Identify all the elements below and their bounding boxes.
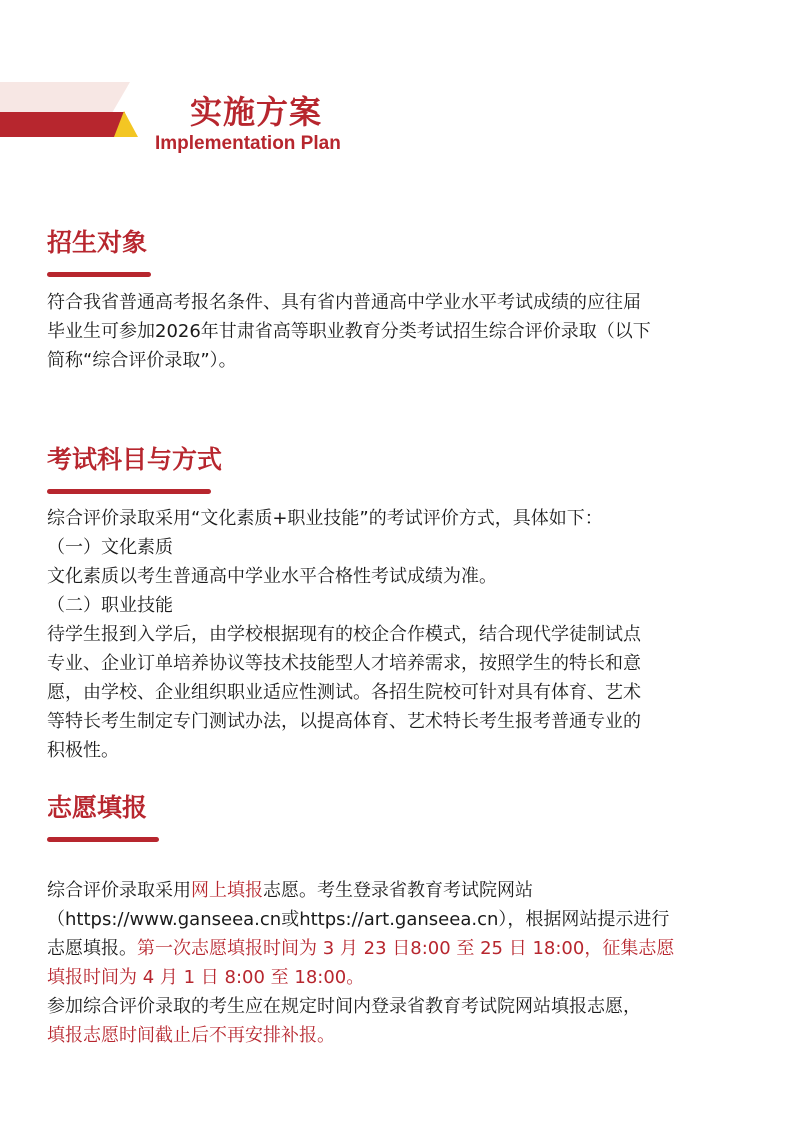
ribbon-red-band [0, 112, 125, 137]
page-subtitle: Implementation Plan [155, 133, 341, 154]
highlight-supplementary-time: 填报时间为 4 月 1 日 8:00 至 18:00。 [47, 967, 365, 988]
section-title-exam-subjects: 考试科目与方式 [47, 445, 223, 474]
highlight-no-late-application: 填报志愿时间截止后不再安排补报。 [47, 1025, 335, 1046]
text-line: 待学生报到入学后，由学校根据现有的校企合作模式，结合现代学徒制试点 [47, 624, 641, 645]
ribbon-pale-band [0, 82, 130, 113]
section-body-admission-target [47, 288, 747, 375]
section-underline [47, 837, 159, 842]
text-line [47, 934, 747, 963]
text-line: （二）职业技能 [47, 595, 173, 616]
section-body-exam-subjects [47, 504, 747, 765]
text-segment: 志愿。考生登录省教育考试院网站 [263, 880, 533, 901]
page-title: 实施方案 [190, 93, 323, 131]
banner-ribbon-graphic [0, 0, 180, 170]
text-line: （https://www.ganseea.cn或https://art.ganseea.cn），根据网站提示进行 [47, 909, 670, 930]
text-line: 简称“综合评价录取”）。 [47, 350, 237, 371]
highlight-online-application: 网上填报 [191, 880, 263, 901]
section-body-application [47, 876, 747, 1050]
section-underline [47, 272, 151, 277]
text-line: 综合评价录取采用“文化素质+职业技能”的考试评价方式，具体如下： [47, 508, 603, 529]
text-line: 文化素质以考生普通高中学业水平合格性考试成绩为准。 [47, 566, 497, 587]
text-segment: 志愿填报。 [47, 938, 137, 959]
header-banner [0, 0, 791, 170]
text-line: 积极性。 [47, 740, 119, 761]
highlight-first-round-time: 第一次志愿填报时间为 3 月 23 日8:00 至 25 日 18:00，征集志愿 [137, 938, 675, 959]
text-line: 毕业生可参加2026年甘肃省高等职业教育分类考试招生综合评价录取（以下 [47, 321, 651, 342]
text-line: 专业、企业订单培养协议等技术技能型人才培养需求，按照学生的特长和意 [47, 653, 641, 674]
text-line: 愿，由学校、企业组织职业适应性测试。各招生院校可针对具有体育、艺术 [47, 682, 641, 703]
text-segment: 综合评价录取采用 [47, 880, 191, 901]
section-title-admission-target: 招生对象 [47, 228, 148, 257]
text-line [47, 876, 747, 905]
text-line: （一）文化素质 [47, 537, 173, 558]
text-line: 参加综合评价录取的考生应在规定时间内登录省教育考试院网站填报志愿， [47, 996, 641, 1017]
section-title-application: 志愿填报 [47, 793, 148, 822]
text-line: 等特长考生制定专门测试办法，以提高体育、艺术特长考生报考普通专业的 [47, 711, 641, 732]
section-underline [47, 489, 211, 494]
text-line: 符合我省普通高考报名条件、具有省内普通高中学业水平考试成绩的应往届 [47, 292, 641, 313]
